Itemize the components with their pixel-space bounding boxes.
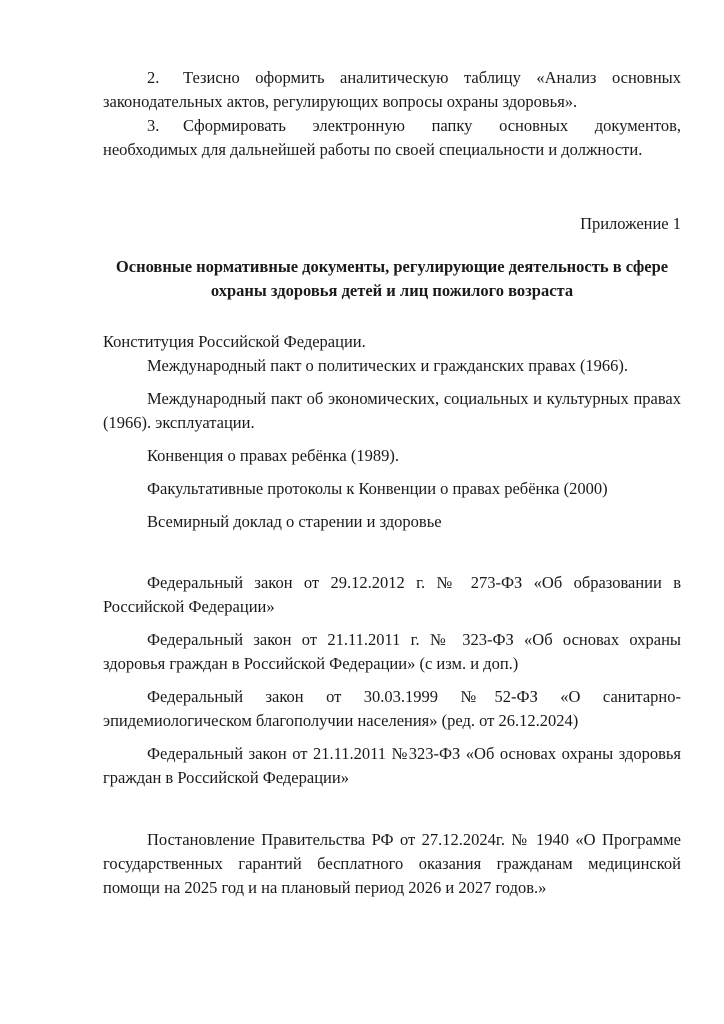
government-decree: Постановление Правительства РФ от 27.12.2024г. № 1940 «О Программе государственных гарантий бесплатного оказания гражданам медицинской помощи на 2025 год и на плановый период 2026 и 2027 годов.» — [103, 830, 681, 897]
federal-law-item: Федеральный закон от 21.11.2011 №323-ФЗ «Об основах охраны здоровья граждан в Российской Федерации» — [103, 744, 681, 787]
international-documents — [103, 330, 681, 534]
appendix-label: Приложение 1 — [580, 214, 681, 233]
government-decree-block — [103, 828, 681, 900]
convention-line: Конвенция о правах ребёнка (1989). — [147, 446, 399, 465]
world-report-line: Всемирный доклад о старении и здоровье — [147, 512, 442, 531]
numbered-item-3 — [103, 114, 681, 162]
item-number: 2. — [147, 68, 160, 87]
heading-line-2: охраны здоровья детей и лиц пожилого возраста — [210, 281, 574, 300]
federal-law-item: Федеральный закон от 21.11.2011 г. № 323-ФЗ «Об основах охраны здоровья граждан в Российской Федерации» (с изм. и доп.) — [103, 630, 681, 673]
section-heading — [103, 255, 681, 303]
pact-economic-line: Международный пакт об экономических, социальных и культурных правах (1966). эксплуатации. — [103, 389, 681, 432]
document-page — [103, 66, 681, 900]
heading-line-1: Основные нормативные документы, регулирующие деятельность в сфере — [115, 257, 669, 276]
protocols-line: Факультативные протоколы к Конвенции о правах ребёнка (2000) — [147, 479, 608, 498]
federal-laws — [103, 571, 681, 790]
pact-civil-line: Международный пакт о политических и гражданских правах (1966). — [147, 356, 629, 375]
numbered-item-2 — [103, 66, 681, 114]
federal-law-item: Федеральный закон от 30.03.1999 №52-ФЗ «О санитарно-эпидемиологическом благополучии населения» (ред. от 26.12.2024) — [103, 687, 681, 730]
item-number: 3. — [147, 116, 160, 135]
federal-law-item: Федеральный закон от 29.12.2012 г. № 273-ФЗ «Об образовании в Российской Федерации» — [103, 573, 681, 616]
constitution-line: Конституция Российской Федерации. — [103, 332, 366, 351]
item-text: Тезисно оформить аналитическую таблицу «Анализ основных законодательных актов, регулирующих вопросы охраны здоровья». — [103, 68, 681, 111]
item-text: Сформировать электронную папку основных документов, необходимых для дальнейшей работы по своей специальности и должности. — [103, 116, 681, 159]
